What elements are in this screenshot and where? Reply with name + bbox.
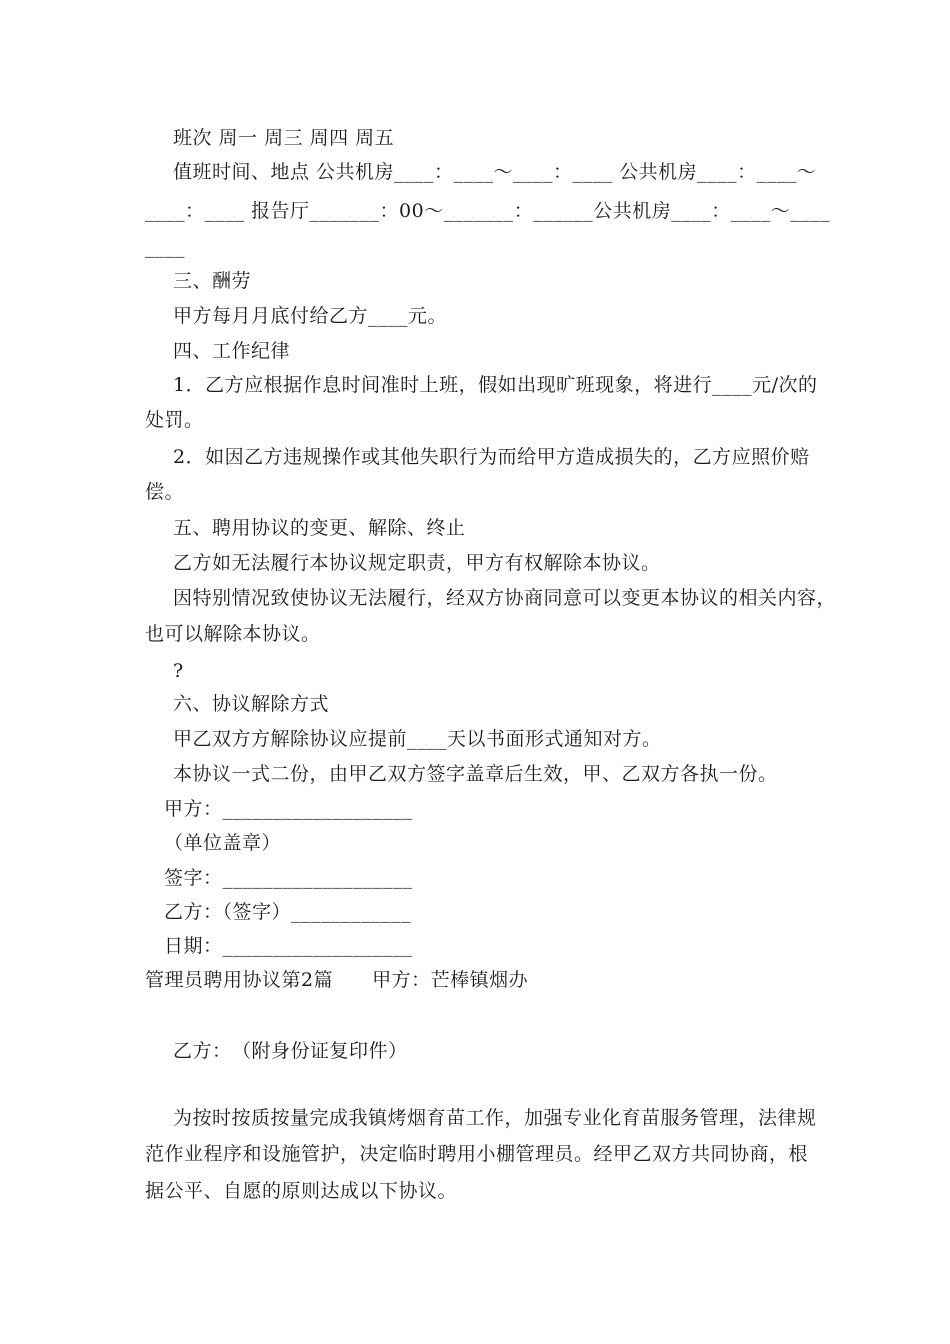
discipline-item-2-line-1: 2．如因乙方违规操作或其他失职行为而给甲方造成损失的，乙方应照价赔 xyxy=(173,446,810,468)
discipline-item-1-line-2: 处罚。 xyxy=(145,409,204,431)
duty-time-line-3: ____ xyxy=(145,236,185,258)
section-6-heading: 六、协议解除方式 xyxy=(173,693,330,715)
discipline-item-1-line-1: 1．乙方应根据作息时间准时上班，假如出现旷班现象，将进行____元/次的 xyxy=(173,374,818,396)
question-mark-line: ? xyxy=(173,660,184,682)
duty-time-line-2: ____：____ 报告厅_______：00～_______：______公共机房____：____～____ xyxy=(145,200,831,222)
signature-line: 签字：___________________ xyxy=(164,867,413,889)
agreement-2-title: 管理员聘用协议第2篇 甲方：芒棒镇烟办 xyxy=(145,969,529,991)
salary-paragraph: 甲方每月月底付给乙方____元。 xyxy=(173,305,448,327)
shift-days-line: 班次 周一 周三 周四 周五 xyxy=(173,127,395,149)
date-line: 日期：___________________ xyxy=(164,935,413,957)
duty-time-line-1: 值班时间、地点 公共机房____：____～____：____ 公共机房____：____～ xyxy=(173,161,817,183)
intro-paragraph-line-2: 范作业程序和设施管护，决定临时聘用小棚管理员。经甲乙双方共同协商，根 xyxy=(145,1143,809,1165)
party-b-signature-line: 乙方：（签字）____________ xyxy=(164,901,412,923)
section-4-heading: 四、工作纪律 xyxy=(173,340,291,362)
section-3-heading: 三、酬劳 xyxy=(173,270,252,292)
discipline-item-2-line-2: 偿。 xyxy=(145,481,185,503)
termination-paragraph-2-line-1: 因特别情况致使协议无法履行，经双方协商同意可以变更本协议的相关内容， xyxy=(173,587,837,609)
notice-paragraph: 甲乙双方方解除协议应提前____天以书面形式通知对方。 xyxy=(173,728,662,750)
termination-paragraph-2-line-2: 也可以解除本协议。 xyxy=(145,623,321,645)
party-b-line: 乙方： （附身份证复印件） xyxy=(173,1040,408,1062)
party-a-signature-line: 甲方：___________________ xyxy=(164,798,413,820)
intro-paragraph-line-3: 据公平、自愿的原则达成以下协议。 xyxy=(145,1180,458,1202)
unit-seal-label: （单位盖章） xyxy=(164,832,282,854)
section-5-heading: 五、聘用协议的变更、解除、终止 xyxy=(173,517,466,539)
termination-paragraph-1: 乙方如无法履行本协议规定职责，甲方有权解除本协议。 xyxy=(173,552,661,574)
intro-paragraph-line-1: 为按时按质按量完成我镇烤烟育苗工作，加强专业化育苗服务管理，法律规 xyxy=(173,1107,817,1129)
copies-paragraph: 本协议一式二份，由甲乙双方签字盖章后生效，甲、乙双方各执一份。 xyxy=(173,763,778,785)
